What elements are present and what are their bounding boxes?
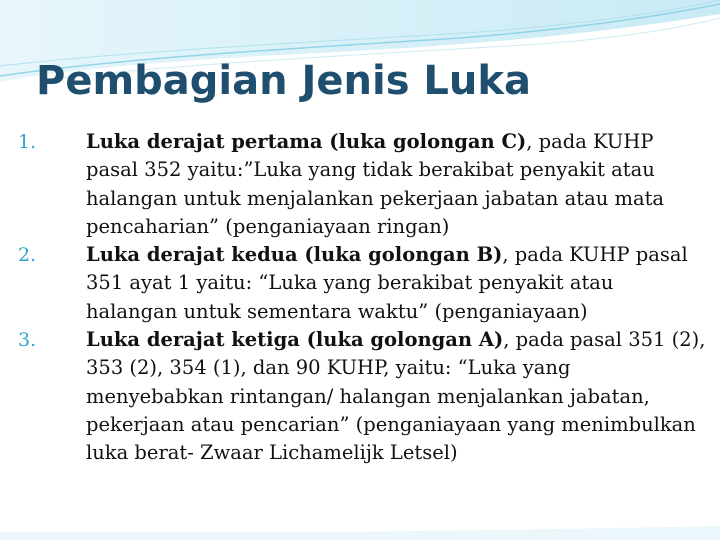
list-number: 1. [18,131,37,153]
list-number: 3. [18,329,37,352]
list-item-text [86,128,708,241]
list-item [18,128,708,241]
list-item [18,326,708,467]
item-lead-bold: Luka derajat pertama (luka golongan C) [86,130,527,153]
item-lead-bold: Luka derajat kedua (luka golongan B) [86,243,503,267]
slide-title: Pembagian Jenis Luka [36,58,531,104]
list-item [18,241,708,326]
list-number: 2. [18,244,37,267]
item-body: , pada pasal 351 (2), 353 (2), 354 (1), dan 90 KUHP, yaitu: “Luka yang menyebabkan rintangan/ halangan menjalankan jabatan, pekerjaan atau pencarian” (penganiayaan yang menimbulkan luka berat- Zwaar Lichamelijk Letsel) [86,328,706,465]
wound-classification-list [18,128,708,468]
list-item-text [86,241,708,326]
list-item-text [86,326,708,467]
item-body: , pada KUHP pasal 352 yaitu:”Luka yang tidak berakibat penyakit atau halangan untuk menjalankan pekerjaan jabatan atau mata pencaharian” (penganiayaan ringan) [86,130,665,238]
item-lead-bold: Luka derajat ketiga (luka golongan A) [86,328,504,352]
item-body: , pada KUHP pasal 351 ayat 1 yaitu: “Luka yang berakibat penyakit atau halangan untuk sementara waktu” (penganiayaan) [86,243,688,323]
